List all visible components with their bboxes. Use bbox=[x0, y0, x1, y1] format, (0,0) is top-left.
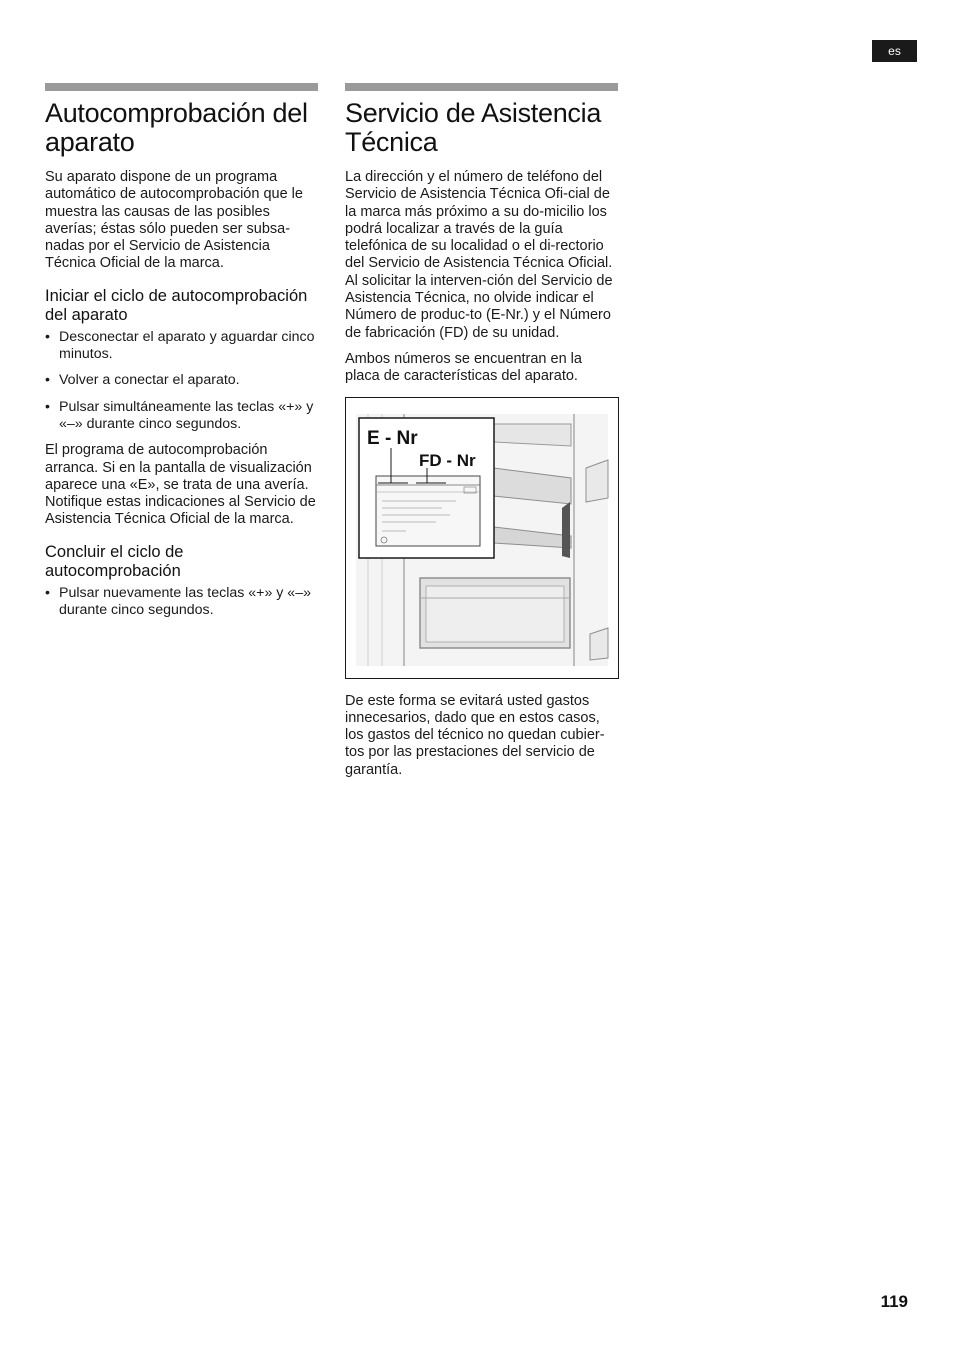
service-title: Servicio de Asistencia Técnica bbox=[345, 98, 602, 157]
end-cycle-heading: Concluir el ciclo de autocomprobación bbox=[45, 542, 184, 580]
page-number: 119 bbox=[880, 1292, 908, 1311]
fridge-illustration bbox=[346, 398, 618, 678]
section-rule bbox=[345, 83, 618, 91]
fd-nr-label: FD - Nr bbox=[419, 450, 476, 470]
rating-plate-figure bbox=[345, 397, 619, 679]
language-badge: es bbox=[872, 40, 917, 62]
self-test-intro: Su aparato dispone de un programa automático de autocomprobación que le muestra las causas de las posibles averías; éstas sólo pueden ser subsa-nadas por el Servicio de Asistencia Técnica Oficial de la marca. bbox=[45, 169, 303, 272]
start-cycle-paragraph: El programa de autocomprobación arranca. Si en la pantalla de visualización aparece una «E», se trata de una avería. Notifique estas indicaciones al Servicio de Asistencia Técnica Oficial de la marca. bbox=[45, 442, 316, 528]
right-column bbox=[345, 83, 618, 788]
section-rule bbox=[45, 83, 318, 91]
end-cycle-list bbox=[45, 585, 318, 620]
start-cycle-list bbox=[45, 329, 318, 433]
left-column bbox=[45, 83, 318, 628]
list-item: • Pulsar simultáneamente las teclas «+» y «–» durante cinco segundos. bbox=[45, 399, 318, 434]
list-item: • Volver a conectar el aparato. bbox=[45, 372, 318, 389]
list-item: • Desconectar el aparato y aguardar cinco minutos. bbox=[45, 329, 318, 364]
start-cycle-heading: Iniciar el ciclo de autocomprobación del aparato bbox=[45, 286, 308, 324]
service-paragraph-1: La dirección y el número de teléfono del Servicio de Asistencia Técnica Ofi-cial de la marca más próximo a su do-micilio los podrá localizar a través de la guía telefónica de su localidad o el di-rectorio del Servicio de Asistencia Técnica Oficial. Al solicitar la interven-ción del Servicio de Asistencia Técnica, no olvide indicar el Número de produc-to (E-Nr.) y el Número de fabricación (FD) de su unidad. bbox=[345, 169, 613, 341]
e-nr-label: E - Nr bbox=[367, 427, 418, 449]
service-paragraph-3: De este forma se evitará usted gastos innecesarios, dado que en estos casos, los gastos del técnico no quedan cubier-tos por las prestaciones del servicio de garantía. bbox=[345, 692, 605, 778]
list-item: • Pulsar nuevamente las teclas «+» y «–» durante cinco segundos. bbox=[45, 585, 318, 620]
service-paragraph-2: Ambos números se encuentran en la placa de características del aparato. bbox=[345, 350, 582, 385]
self-test-title: Autocomprobación del aparato bbox=[45, 98, 308, 157]
